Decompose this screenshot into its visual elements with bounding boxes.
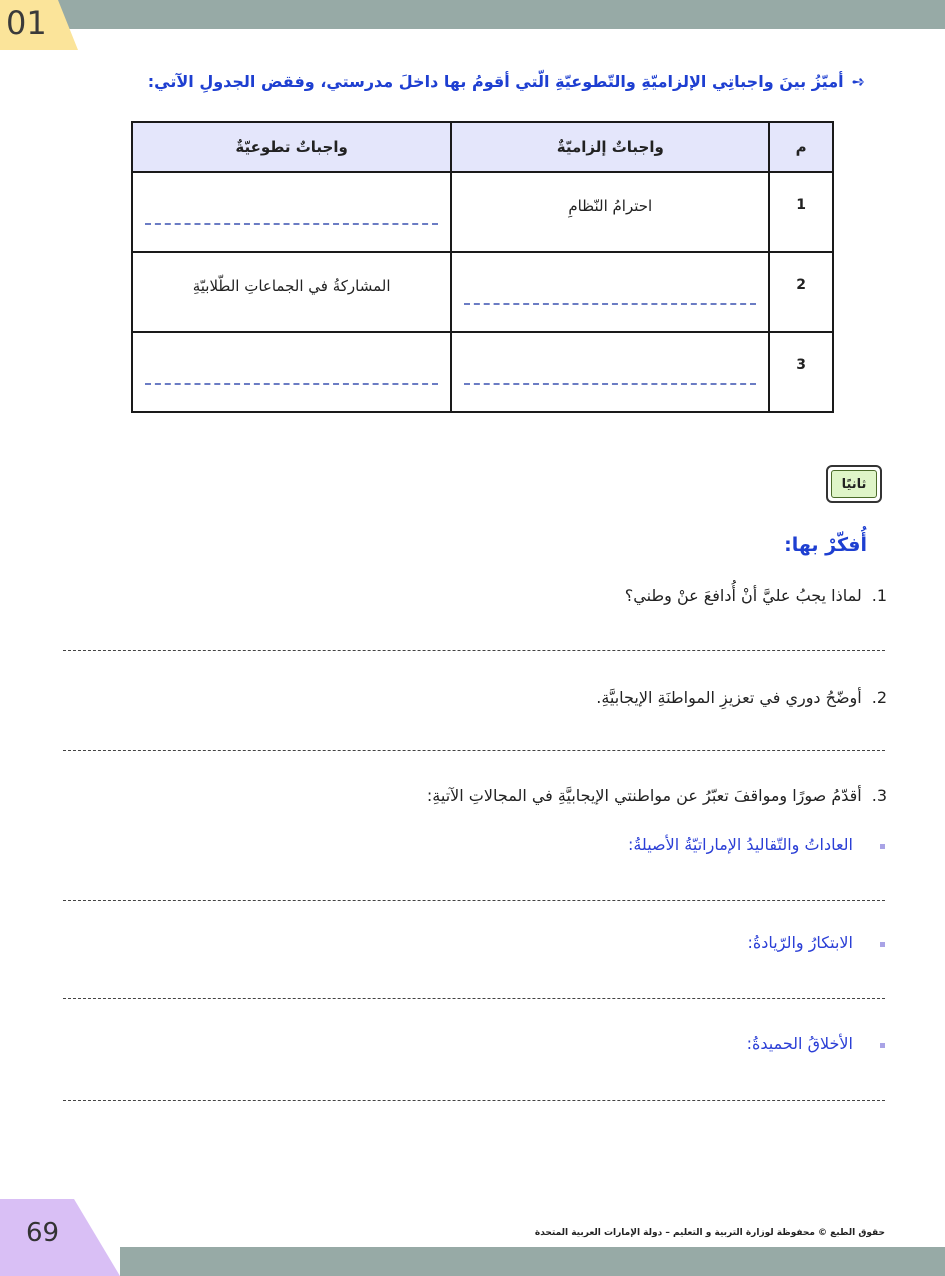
question-text: لماذا يجبُ عليَّ أنْ أُدافعَ عنْ وطني؟ — [624, 586, 862, 605]
header-voluntary: واجباتٌ تطوعيّةٌ — [132, 122, 451, 172]
answer-line[interactable] — [63, 900, 885, 901]
table-row — [132, 172, 833, 252]
answer-line[interactable] — [63, 998, 885, 999]
arrow-icon: ➺ — [851, 72, 865, 91]
copyright-text: حقوق الطبع © محفوظة لوزارة التربية و التعليم – دولة الإمارات العربية المتحدة — [534, 1228, 885, 1238]
voluntary-cell — [132, 252, 451, 332]
mandatory-cell[interactable] — [451, 252, 769, 332]
section-badge — [826, 465, 882, 503]
question-number: 1. — [871, 586, 887, 605]
table-header-row — [132, 122, 833, 172]
question-number: 3. — [871, 786, 887, 805]
voluntary-text: المشاركةُ في الجماعاتِ الطّلابيّةِ — [192, 277, 391, 295]
question-1 — [625, 586, 887, 605]
subitem-traditions: العاداتُ والتّقاليدُ الإماراتيّةُ الأصيلةُ: — [627, 835, 853, 854]
answer-line[interactable] — [63, 1100, 885, 1101]
answer-line[interactable] — [63, 650, 885, 651]
voluntary-cell[interactable] — [132, 172, 451, 252]
section-badge-label: ثانيًا — [831, 470, 877, 498]
table-row — [132, 332, 833, 412]
bullet-icon — [880, 844, 885, 849]
header-mandatory: واجباتٌ إلزاميّةٌ — [451, 122, 769, 172]
answer-blank[interactable] — [464, 383, 756, 385]
subitem-morals: الأخلاقُ الحميدةُ: — [746, 1034, 853, 1053]
page-number: 69 — [26, 1218, 60, 1248]
bullet-icon — [880, 942, 885, 947]
question-2 — [596, 688, 887, 707]
mandatory-cell[interactable] — [451, 332, 769, 412]
instruction-label: أميّزُ بينَ واجباتِي الإلزاميّةِ والتّطوعيّةِ الّتي أقومُ بها داخلَ مدرستي، وفقض الجدولِ الآتي: — [147, 72, 844, 91]
row-number: 1 — [796, 197, 807, 213]
row-number-cell — [769, 172, 833, 252]
row-number-cell — [769, 332, 833, 412]
instruction-text — [125, 72, 865, 91]
row-number-cell — [769, 252, 833, 332]
question-text: أقدّمُ صورًا ومواقفَ تعبّرُ عن مواطنتي الإيجابيَّةِ في المجالاتِ الآتيةِ: — [426, 786, 862, 805]
subitem-innovation: الابتكارُ والرّيادةُ: — [747, 933, 853, 952]
unit-number: 01 — [6, 4, 47, 42]
bottom-bar — [120, 1247, 945, 1276]
page-tab — [0, 1199, 120, 1276]
table-row — [132, 252, 833, 332]
think-title: أُفكّرْ بها: — [784, 534, 867, 556]
mandatory-cell — [451, 172, 769, 252]
top-bar — [0, 0, 945, 29]
answer-blank[interactable] — [145, 223, 438, 225]
bullet-icon — [880, 1043, 885, 1048]
mandatory-text: احترامُ النّظامِ — [568, 197, 653, 215]
question-text: أوضّحُ دوري في تعزيزِ المواطنَةِ الإيجابيَّةِ. — [596, 688, 862, 707]
question-number: 2. — [871, 688, 887, 707]
answer-line[interactable] — [63, 750, 885, 751]
row-number: 3 — [796, 357, 807, 373]
row-number: 2 — [796, 277, 807, 293]
voluntary-cell[interactable] — [132, 332, 451, 412]
answer-blank[interactable] — [145, 383, 438, 385]
answer-blank[interactable] — [464, 303, 756, 305]
duties-table — [131, 121, 834, 413]
header-m: م — [769, 122, 833, 172]
question-3 — [427, 786, 887, 805]
